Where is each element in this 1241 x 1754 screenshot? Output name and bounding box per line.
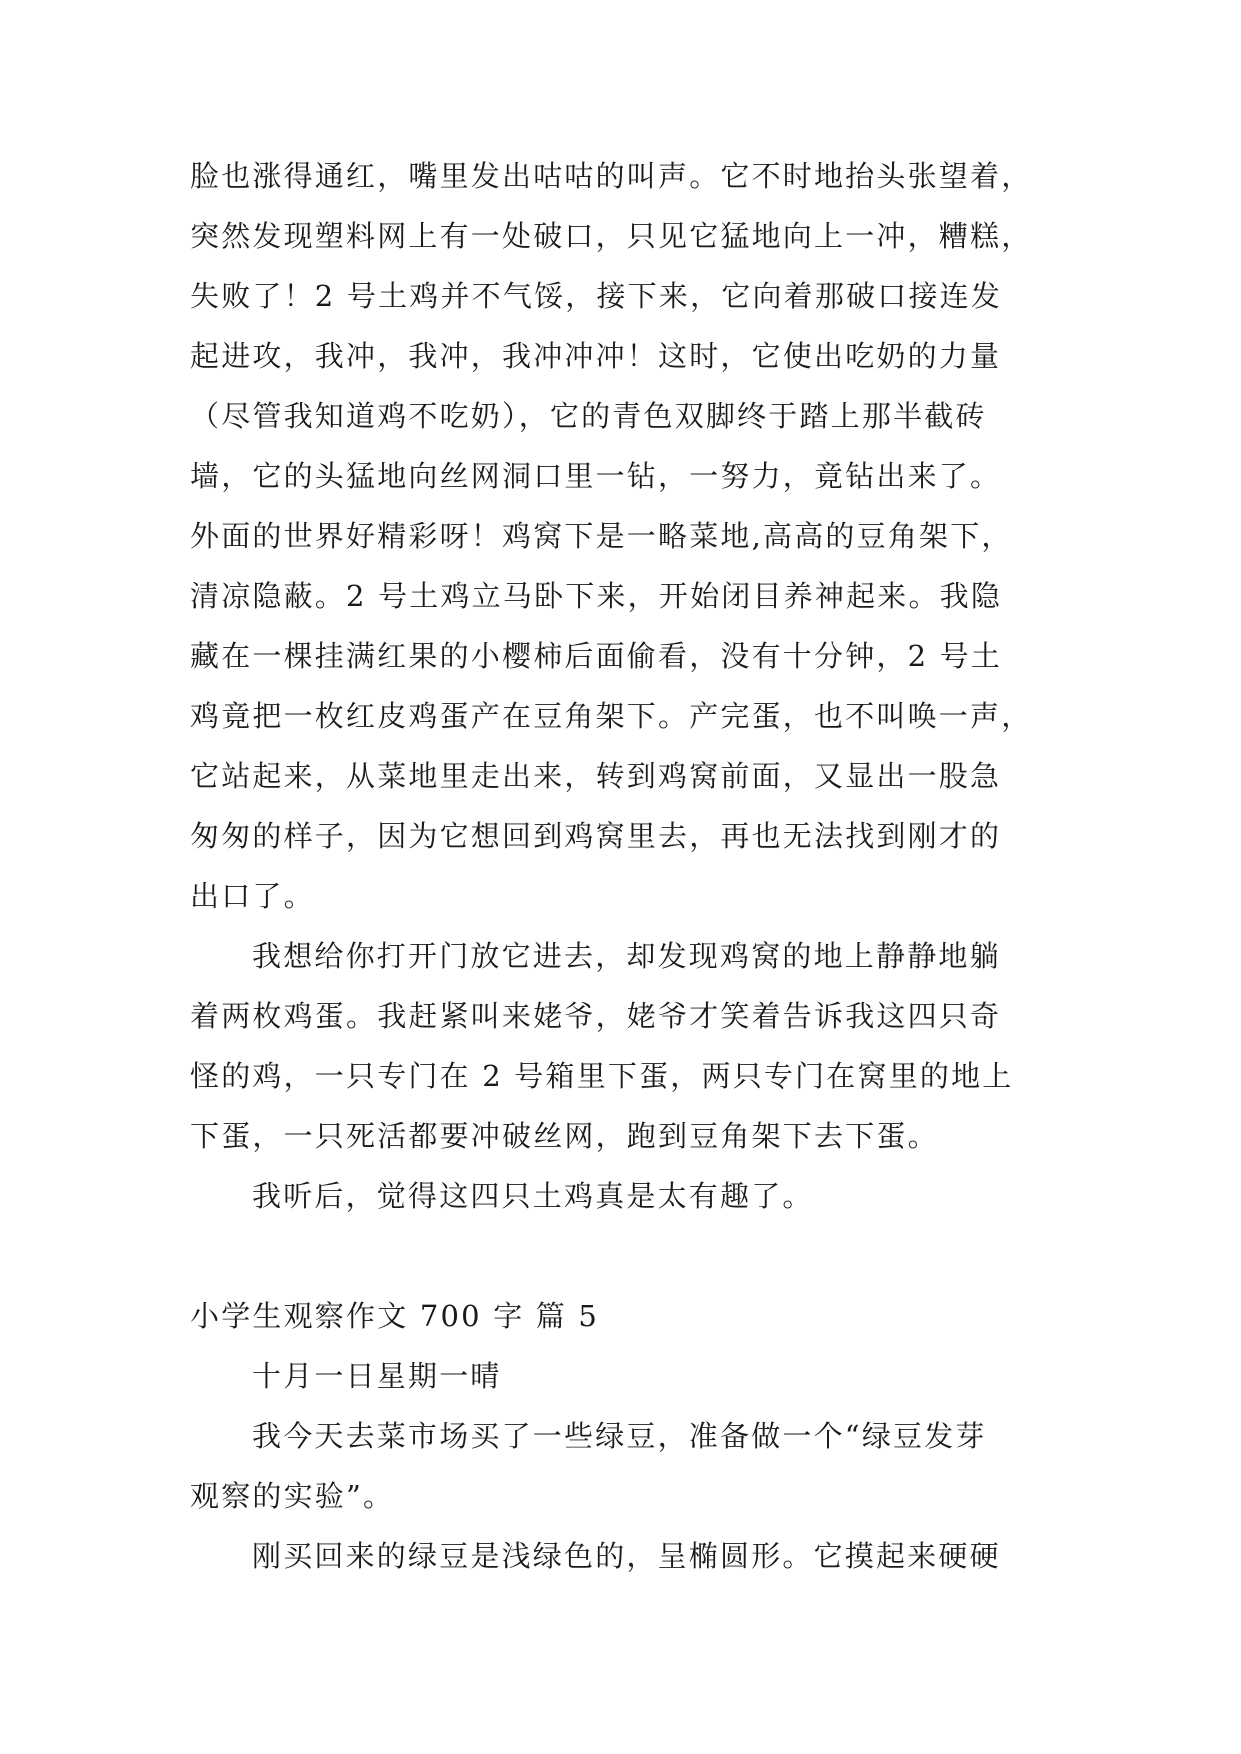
text-line: 匆匆的样子，因为它想回到鸡窝里去，再也无法找到刚才的 (190, 819, 1002, 853)
essay-paragraph (190, 1526, 1070, 1586)
text-line: 观察的实验”。 (190, 1479, 395, 1513)
document-body (190, 146, 1070, 1586)
text-line: 出口了。 (190, 879, 315, 913)
text-line: 鸡竟把一枚红皮鸡蛋产在豆角架下。产完蛋，也不叫唤一声， (190, 699, 1033, 733)
text-line: 刚买回来的绿豆是浅绿色的，呈椭圆形。它摸起来硬硬 (252, 1539, 1001, 1573)
story-paragraph (190, 146, 1070, 926)
text-line: 脸也涨得通红，嘴里发出咕咕的叫声。它不时地抬头张望着， (190, 159, 1033, 193)
date-line: 十月一日星期一晴 (252, 1359, 502, 1393)
text-line: 我听后，觉得这四只土鸡真是太有趣了。 (252, 1179, 814, 1213)
text-line: 突然发现塑料网上有一处破口，只见它猛地向上一冲，糟糕， (190, 219, 1033, 253)
text-line: 墙，它的头猛地向丝网洞口里一钻，一努力，竟钻出来了。 (190, 459, 1002, 493)
text-line: 着两枚鸡蛋。我赶紧叫来姥爷，姥爷才笑着告诉我这四只奇 (190, 999, 1002, 1033)
text-line: 下蛋，一只死活都要冲破丝网，跑到豆角架下去下蛋。 (190, 1119, 939, 1153)
essay-paragraph (190, 1406, 1070, 1526)
text-line: 起进攻，我冲，我冲，我冲冲冲！这时，它使出吃奶的力量 (190, 339, 1002, 373)
text-line: 失败了！2 号土鸡并不气馁，接下来，它向着那破口接连发 (190, 279, 1003, 313)
paragraph-spacer (190, 1226, 1070, 1286)
text-line: 我想给你打开门放它进去，却发现鸡窝的地上静静地躺 (252, 939, 1001, 973)
text-line: 清凉隐蔽。2 号土鸡立马卧下来，开始闭目养神起来。我隐 (190, 579, 1003, 613)
text-line: 我今天去菜市场买了一些绿豆，准备做一个“绿豆发芽 (252, 1419, 987, 1453)
text-line: 外面的世界好精彩呀！鸡窝下是一略菜地,高高的豆角架下， (190, 519, 1013, 553)
text-line: 它站起来，从菜地里走出来，转到鸡窝前面，又显出一股急 (190, 759, 1002, 793)
text-line: （尽管我知道鸡不吃奶），它的青色双脚终于踏上那半截砖 (190, 399, 987, 433)
section-heading: 小学生观察作文 700 字 篇 5 (190, 1299, 600, 1333)
text-line: 怪的鸡，一只专门在 2 号箱里下蛋，两只专门在窝里的地上 (190, 1059, 1014, 1093)
story-paragraph (190, 1166, 1070, 1226)
text-line: 藏在一棵挂满红果的小樱柿后面偷看，没有十分钟，2 号土 (190, 639, 1003, 673)
story-paragraph (190, 926, 1070, 1166)
